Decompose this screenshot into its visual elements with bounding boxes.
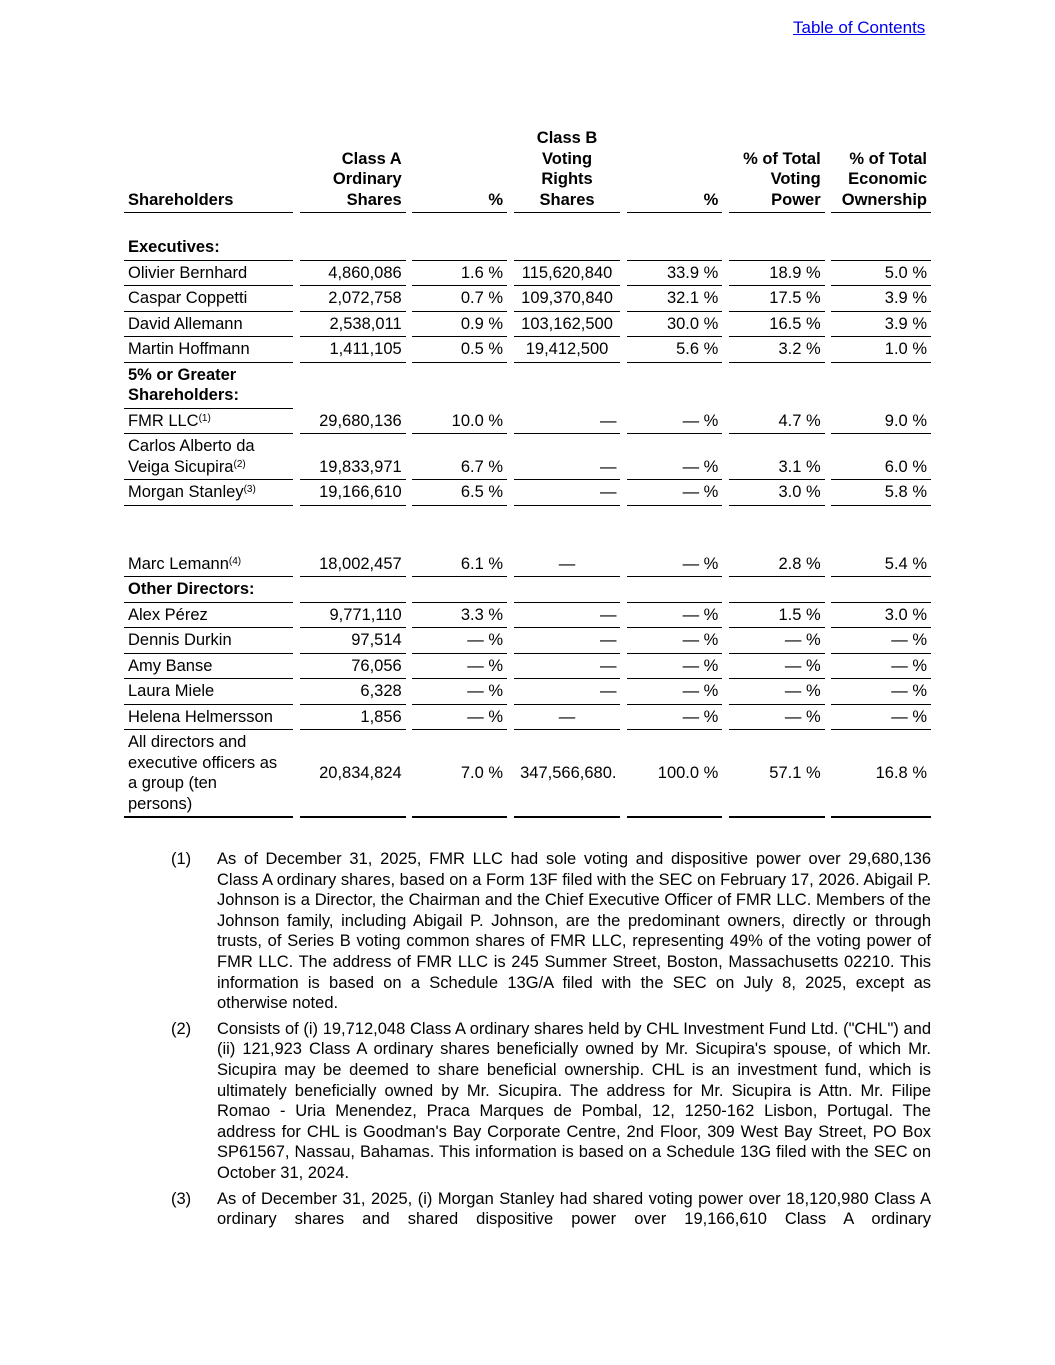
footnote-2: (2) Consists of (i) 19,712,048 Class A ordinary shares held by CHL Investment Fund Ltd. ("CHL") and (ii) 121,923 Class A ordinary shares beneficially owned by Mr. Sicupira's spouse, of which Mr. Sicupira may be deemed to share beneficial ownership. CHL is an investment fund, which is ultimately beneficially owned by Mr. Sicupira. The address for Mr. Sicupira is Attn. Mr. Filipe Romao - Uria Menendez, Praca Marques de Pombal, 12, 1250-162 Lisbon, Portugal. The address for CHL is Goodman's Bay Corporate Centre, 2nd Floor, 309 West Bay Street, PO Box SP61567, Nassau, Bahamas. This information is based on a Schedule 13G filed with the SEC on October 31, 2024. xyxy=(171,1019,931,1182)
table-row: David Allemann 2,538,011 0.9 % 103,162,500 30.0 % 16.5 % 3.9 % xyxy=(124,312,931,338)
table-row: Carlos Alberto da Veiga Sicupira$^{(2)}$ 19,833,971 6.7 % — — % 3.1 % 6.0 % xyxy=(124,434,931,480)
col-header-class-b: Class B Voting Rights Shares xyxy=(514,126,621,213)
section-five-percent-holders: 5% or Greater Shareholders: xyxy=(124,363,931,409)
col-header-economic-ownership: % of Total Economic Ownership xyxy=(831,126,931,213)
footnotes xyxy=(171,849,931,1235)
section-other-directors: Other Directors: xyxy=(124,577,931,603)
section-executives: Executives: xyxy=(124,235,931,261)
table-header-row xyxy=(124,126,931,213)
beneficial-ownership-table xyxy=(124,126,931,818)
col-header-pct-b: % xyxy=(627,126,722,213)
footnote-3: (3) As of December 31, 2025, (i) Morgan Stanley had shared voting power over 18,120,980 Class A ordinary shares and shared dispositive power over 19,166,610 Class A ordinary xyxy=(171,1189,931,1229)
table-row: Marc Lemann$^{(4)}$ 18,002,457 6.1 % — — % 2.8 % 5.4 % xyxy=(124,552,931,578)
table-row: Martin Hoffmann 1,411,105 0.5 % 19,412,500 5.6 % 3.2 % 1.0 % xyxy=(124,337,931,363)
col-header-class-a: Class A Ordinary Shares xyxy=(300,126,406,213)
table-row: Olivier Bernhard 4,860,086 1.6 % 115,620,840 33.9 % 18.9 % 5.0 % xyxy=(124,261,931,287)
table-of-contents-link[interactable]: Table of Contents xyxy=(793,18,926,37)
table-row: Laura Miele 6,328 — % — — % — % — % xyxy=(124,679,931,705)
table-row-total: All directors and executive officers as a group (ten persons) 20,834,824 7.0 % 347,566,680. 100.0 % 57.1 % 16.8 % xyxy=(124,730,931,818)
table-row: Dennis Durkin 97,514 — % — — % — % — % xyxy=(124,628,931,654)
table-row: Alex Pérez 9,771,110 3.3 % — — % 1.5 % 3.0 % xyxy=(124,603,931,629)
table-row: Amy Banse 76,056 — % — — % — % — % xyxy=(124,654,931,680)
footnote-1: (1) As of December 31, 2025, FMR LLC had sole voting and dispositive power over 29,680,136 Class A ordinary shares, based on a Form 13F filed with the SEC on February 17, 2026. Abigail P. Johnson is a Director, the Chairman and the Chief Executive Officer of FMR LLC. Members of the Johnson family, including Abigail P. Johnson, are the predominant owners, directly or through trusts, of Series B voting common shares of FMR LLC, representing 49% of the voting power of FMR LLC. The address of FMR LLC is 245 Summer Street, Boston, Massachusetts 02210. This information is based on a Schedule 13G/A filed with the SEC on July 8, 2025, except as otherwise noted. xyxy=(171,850,931,1013)
table-row: FMR LLC$^{(1)}$ 29,680,136 10.0 % — — % 4.7 % 9.0 % xyxy=(124,409,931,435)
col-header-shareholders: Shareholders xyxy=(124,126,293,213)
table-row: Helena Helmersson 1,856 — % — — % — % — % xyxy=(124,705,931,731)
table-row: Morgan Stanley$^{(3)}$ 19,166,610 6.5 % — — % 3.0 % 5.8 % xyxy=(124,480,931,506)
table-row: Caspar Coppetti 2,072,758 0.7 % 109,370,840 32.1 % 17.5 % 3.9 % xyxy=(124,286,931,312)
col-header-voting-power: % of Total Voting Power xyxy=(729,126,825,213)
col-header-pct-a: % xyxy=(412,126,507,213)
